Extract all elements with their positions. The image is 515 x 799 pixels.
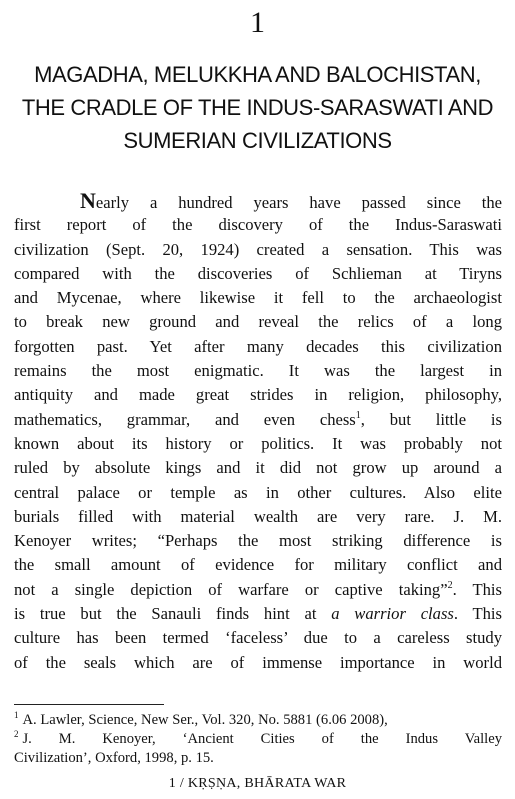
text-fragment: early a hundred years have passed since the: [95, 193, 502, 212]
text-line: antiquity and made great strides in religion, philosophy,: [14, 385, 502, 405]
chapter-title-line: MAGADHA, MELUKKHA AND BALOCHISTAN,: [34, 62, 481, 87]
text-line: to break new ground and reveal the relics of a long: [14, 312, 502, 332]
text-fragment: is true but the Sanauli finds hint at: [14, 604, 332, 624]
text-line: and Mycenae, where likewise it fell to the archaeologist: [14, 288, 502, 308]
text-line: culture has been termed ‘faceless’ due to a careless study: [14, 628, 502, 648]
text-line: compared with the discoveries of Schlieman at Tiryns: [14, 263, 502, 283]
text-fragment: , but little is: [360, 409, 502, 429]
drop-cap: N: [80, 188, 96, 213]
text-line: [14, 189, 502, 213]
text-fragment: not a single depiction of warfare or captive taking”: [14, 579, 448, 599]
footnote-ref: 2: [447, 579, 453, 591]
footnote-text: Civilization’, Oxford, 1998, p. 15.: [14, 750, 214, 766]
footnote: [14, 749, 502, 768]
text-line: of the seals which are of immense importance in world: [14, 652, 502, 672]
italic-phrase: a warrior class: [331, 604, 454, 624]
footnote-mark: 1: [14, 710, 19, 720]
chapter-title-line: SUMERIAN CIVILIZATIONS: [123, 128, 392, 153]
footnote-text: A. Lawler, Science, New Ser., Vol. 320, No. 5881 (6.06 2008),: [22, 712, 388, 728]
footnote-mark: 2: [14, 729, 19, 739]
text-line: known about its history or politics. It was probably not: [14, 433, 502, 453]
text-line: central palace or temple as in other cultures. Also elite: [14, 482, 502, 502]
text-line: burials filled with material wealth are very rare. J. M.: [14, 506, 502, 526]
text-line: ruled by absolute kings and it did not grow up around a: [14, 458, 502, 478]
body-paragraph: [14, 189, 502, 675]
text-line: [14, 408, 502, 432]
footnote-text: J. M. Kenoyer, ‘Ancient Cities of the Indus Valley: [22, 731, 502, 747]
footnote: [14, 730, 502, 749]
text-line: first report of the discovery of the Indus-Saraswati: [14, 215, 502, 235]
text-line: civilization (Sept. 20, 1924) created a sensation. This was: [14, 239, 502, 259]
footnote: [14, 711, 502, 730]
text-line: [14, 602, 502, 626]
chapter-title-line: THE CRADLE OF THE INDUS-SARASWATI AND: [21, 95, 494, 120]
chapter-title: [0, 58, 515, 157]
chapter-number: 1: [250, 6, 265, 39]
text-line: [14, 578, 502, 602]
page-footer: 1 / KṚṢṆA, BHĀRATA WAR: [168, 776, 347, 791]
text-line: Kenoyer writes; “Perhaps the most striking difference is: [14, 531, 502, 551]
footnotes: [14, 711, 502, 768]
footnote-ref: 1: [355, 409, 361, 421]
text-fragment: . This: [453, 604, 503, 624]
text-fragment: mathematics, grammar, and even chess: [14, 409, 356, 429]
text-fragment: . This: [452, 579, 502, 599]
footnote-divider: [14, 704, 164, 705]
text-line: the small amount of evidence for military conflict and: [14, 555, 502, 575]
text-line: forgotten past. Yet after many decades this civilization: [14, 336, 502, 356]
text-line: remains the most enigmatic. It was the largest in: [14, 361, 502, 381]
